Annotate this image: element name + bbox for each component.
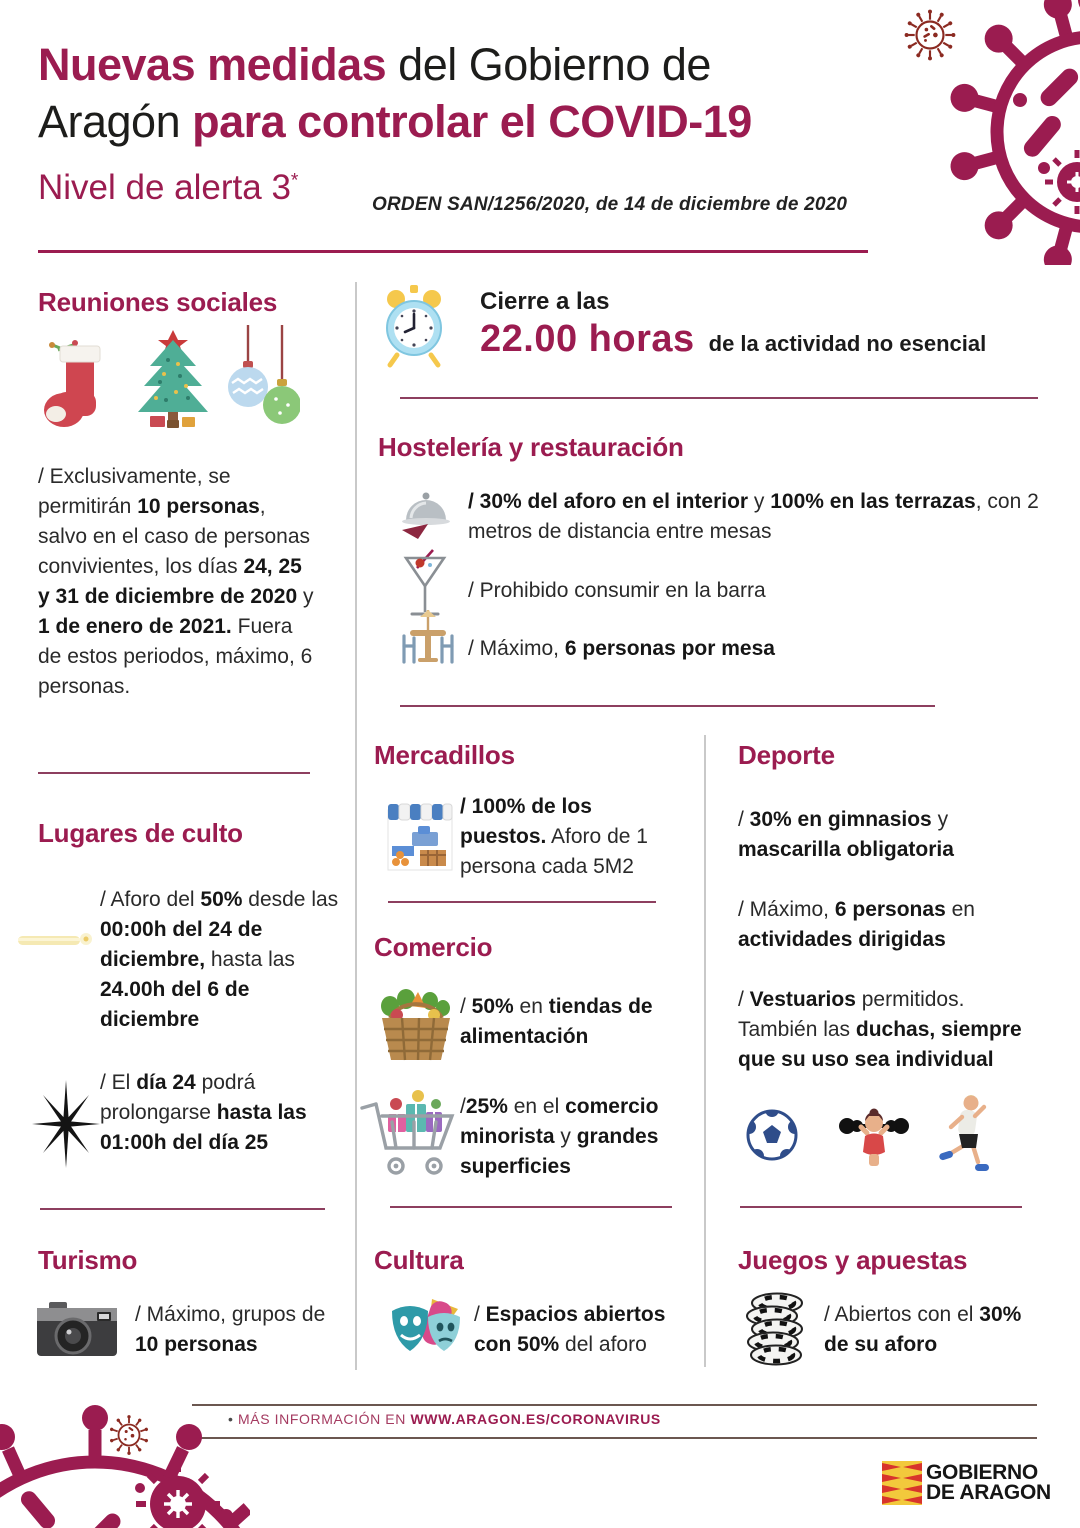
hosteleria-item-3: / Máximo, 6 personas por mesa — [468, 637, 775, 660]
candle-icon — [16, 922, 96, 956]
section-title-cultura: Cultura — [374, 1245, 464, 1275]
lugares-item-1: / Aforo del 50% desde las 00:00h del 24 de diciembre, hasta las 24.00h del 6 de diciembre — [100, 888, 339, 1031]
footer-info — [228, 1411, 661, 1427]
header-divider — [38, 250, 868, 253]
title-accent: Nuevas medidas — [38, 39, 387, 90]
logo-line-1: GOBIERNO — [926, 1461, 1038, 1484]
star-icon — [28, 1078, 104, 1170]
section-divider — [740, 1206, 1022, 1208]
deporte-item-2: / Máximo, 6 personas en actividades dirigidas — [738, 898, 975, 951]
section-title-lugares: Lugares de culto — [38, 818, 243, 848]
bullet-icon: • — [228, 1411, 234, 1427]
order-reference: ORDEN SAN/1256/2020, de 14 de diciembre de 2020 — [372, 194, 848, 215]
closure-row — [480, 318, 986, 361]
alert-level: Nivel de alerta 3* — [38, 168, 299, 207]
table-chairs-icon — [395, 608, 461, 668]
closure-time: 22.00 horas — [480, 318, 695, 360]
closure-intro: Cierre a las — [480, 288, 610, 315]
deporte-item-3: / Vestuarios permitidos. También las duchas, siempre que su uso sea individual — [738, 988, 1022, 1071]
title-line-2: Aragón para controlar el COVID-19 — [38, 96, 752, 147]
mercadillos-item-1: / 100% de los puestos. Aforo de 1 persona cada 5M2 — [460, 795, 648, 878]
camera-icon — [35, 1298, 119, 1360]
hosteleria-item-2: / Prohibido consumir en la barra — [468, 579, 766, 602]
cloche-icon — [398, 486, 454, 540]
juegos-item-1: / Abiertos con el 30% de su aforo — [824, 1303, 1022, 1356]
footer-info-prefix: MÁS INFORMACIÓN EN — [238, 1411, 411, 1427]
aragon-flag-icon — [882, 1461, 922, 1505]
basket-icon — [372, 986, 460, 1064]
section-title-deporte: Deporte — [738, 740, 835, 770]
footer-info-url: WWW.ARAGON.ES/CORONAVIRUS — [410, 1411, 661, 1427]
section-title-reuniones: Reuniones sociales — [38, 287, 278, 317]
ornaments-icon — [228, 325, 300, 429]
section-divider — [40, 1208, 325, 1210]
comercio-item-1: / 50% en tiendas de alimentación — [460, 995, 653, 1048]
comercio-item-2: /25% en el comercio minorista y grandes superficies — [460, 1095, 659, 1178]
footer-line-bottom — [192, 1437, 1037, 1439]
page-title — [38, 36, 878, 150]
virus-icon — [0, 1392, 250, 1528]
masks-icon — [386, 1293, 468, 1369]
section-divider — [38, 772, 310, 774]
virus-icon — [940, 0, 1080, 265]
cultura-item-1: / Espacios abiertos con 50% del aforo — [474, 1303, 666, 1356]
turismo-item-1: / Máximo, grupos de 10 personas — [135, 1303, 326, 1356]
alert-asterisk: * — [290, 170, 299, 192]
title-line-1: Nuevas medidas del Gobierno de — [38, 39, 711, 90]
weightlifter-icon — [838, 1100, 910, 1170]
runner-icon — [935, 1092, 995, 1176]
small-virus-icon — [108, 1414, 150, 1456]
section-title-mercadillos: Mercadillos — [374, 740, 515, 770]
alarm-clock-icon — [382, 283, 446, 369]
chips-icon — [744, 1290, 808, 1368]
section-divider — [388, 901, 656, 903]
footer-line-top — [192, 1404, 1037, 1406]
closure-suffix: de la actividad no esencial — [708, 331, 987, 356]
section-title-comercio: Comercio — [374, 932, 493, 962]
section-title-hosteleria: Hostelería y restauración — [378, 432, 684, 462]
logo-line-2: DE ARAGON — [926, 1481, 1051, 1504]
section-title-juegos: Juegos y apuestas — [738, 1245, 968, 1275]
christmas-tree-icon — [130, 328, 216, 430]
left-column-divider — [355, 282, 357, 1370]
deporte-item-1: / 30% en gimnasios y mascarilla obligatoria — [738, 808, 954, 861]
section-divider — [400, 705, 935, 707]
section-divider — [390, 1206, 672, 1208]
reuniones-paragraph: / Exclusivamente, se permitirán 10 personas, salvo en el caso de personas convivientes, los días 24, 25 y 31 de diciembre de 2020 y 1 de enero de 2021. Fuera de estos periodos, máximo, 6 personas. — [38, 465, 314, 698]
cart-icon — [358, 1086, 468, 1182]
section-divider — [400, 397, 1038, 399]
stocking-icon — [42, 336, 104, 430]
lugares-item-2: / El día 24 podrá prolongarse hasta las 01:00h del día 25 — [100, 1071, 307, 1154]
right-column-divider — [704, 735, 706, 1367]
section-title-turismo: Turismo — [38, 1245, 138, 1275]
soccer-ball-icon — [745, 1108, 799, 1162]
hosteleria-item-1: / 30% del aforo en el interior y 100% en las terrazas, con 2 metros de distancia entre mesas — [468, 490, 1039, 543]
market-stall-icon — [382, 798, 458, 874]
gobierno-aragon-logo — [926, 1463, 1051, 1503]
